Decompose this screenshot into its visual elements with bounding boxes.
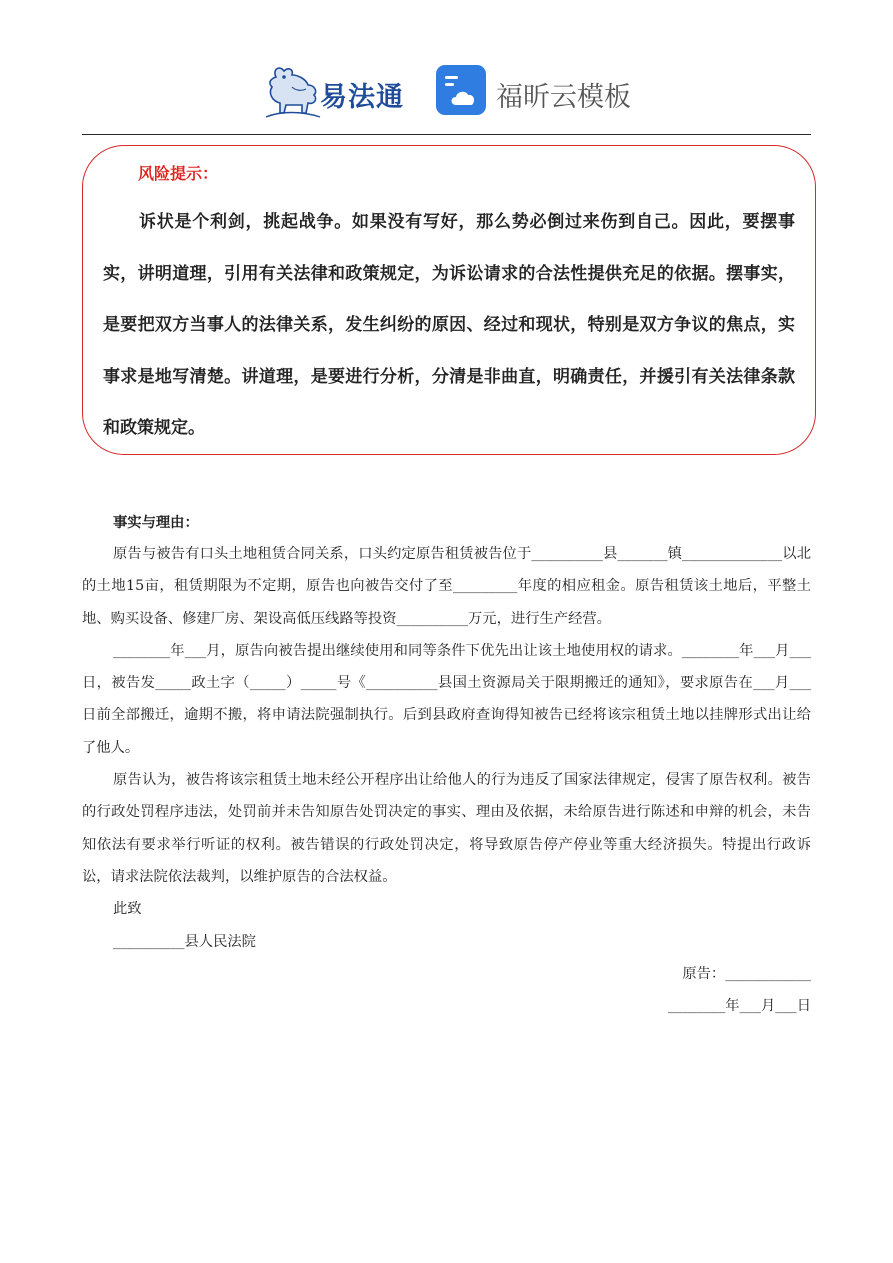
complaint-document [82, 508, 811, 1022]
qilin-icon [262, 63, 322, 119]
logo2-text: 福昕云模板 [496, 82, 631, 113]
section-heading: 事实与理由： [113, 515, 199, 531]
facts-paragraph-3: 原告认为，被告将该宗租赁土地未经公开程序出让给他人的行为违反了国家法律规定，侵害了原告权利。被告的行政处罚程序违法，处罚前并未告知原告处罚决定的事实、理由及依据，未给原告进行陈述和申辩的机会，未告知依法有要求举行听证的权利。被告错误的行政处罚决定，将导致原告停产停业等重大经济损失。特提出行政诉讼，请求法院依法裁判，以维护原告的合法权益。 [82, 772, 811, 885]
cloud-document-icon [436, 65, 486, 115]
risk-warning-text: 诉状是个利剑，挑起战争。如果没有写好，那么势必倒过来伤到自己。因此，要摆事实，讲明道理，引用有关法律和政策规定，为诉讼请求的合法性提供充足的依据。摆事实，是要把双方当事人的法律关系，发生纠纷的原因、经过和现状，特别是双方争议的焦点，实事求是地写清楚。讲道理，是要进行分析，分清是非曲直，明确责任，并援引有关法律条款和政策规定。 [103, 212, 795, 438]
fuxin-logo [436, 65, 656, 119]
risk-warning-title: 风险提示： [138, 164, 219, 183]
logo1-text: 易法通 [320, 82, 404, 113]
salutation: 此致 [113, 901, 142, 918]
facts-paragraph-1: 原告与被告有口头土地租赁合同关系，口头约定原告租赁被告位于__________县_______镇______________以北的土地15亩，租赁期限为不定期，原告也向被告交付了至_________年度的相应租金。原告租赁该土地后，平整土地、购买设备、修建厂房、架设高低压线路等投资__________万元，进行生产经营。 [82, 546, 811, 627]
yifatong-logo [262, 63, 412, 119]
signature-date: ________年___月___日 [668, 998, 811, 1015]
plaintiff-signature: 原告：____________ [682, 965, 811, 982]
court-name: __________县人民法院 [113, 933, 256, 950]
facts-paragraph-2: ________年___月，原告向被告提出继续使用和同等条件下优先出让该土地使用权的请求。________年___月___日，被告发_____政土字（_____）_____号《__________县国土资源局关于限期搬迁的通知》，要求原告在___月___日前全部搬迁，逾期不搬，将申请法院强制执行。后到县政府查询得知被告已经将该宗租赁土地以挂牌形式出让给了他人。 [82, 642, 811, 756]
page-header [0, 55, 893, 125]
header-divider [82, 134, 811, 135]
